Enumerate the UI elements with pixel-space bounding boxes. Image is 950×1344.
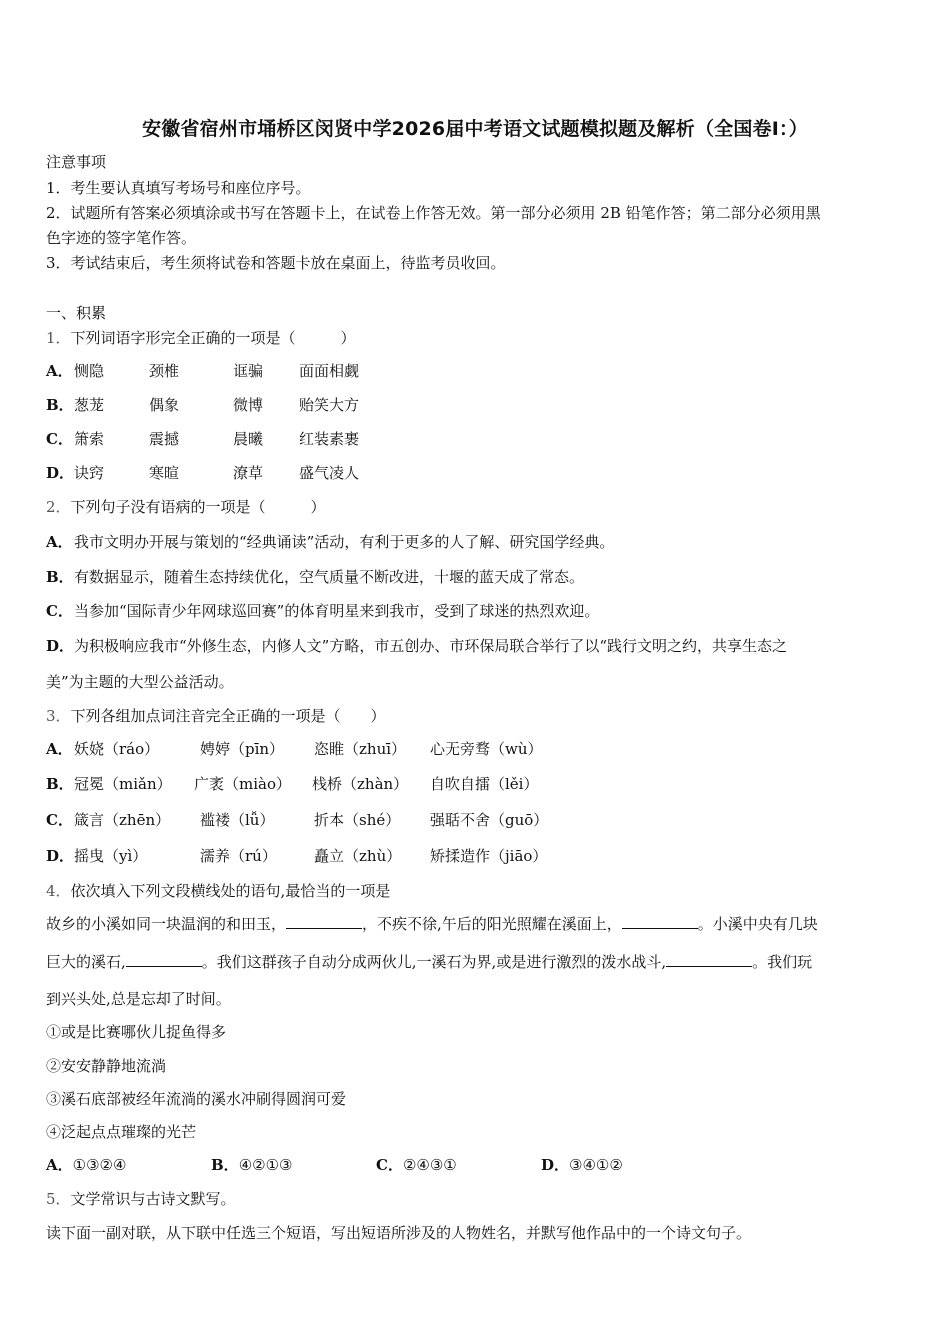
option-label: C． (46, 430, 73, 448)
option-word: 诀窍 (74, 464, 105, 482)
passage-text: 。我们这群孩子自动分成两伙儿,一溪石为界,或是进行激烈的泼水战斗, (201, 953, 667, 971)
sentence-item: ①或是比赛哪伙儿捉鱼得多 (46, 1023, 227, 1041)
option-word: 矫揉造作（jiāo） (430, 847, 548, 865)
option-word: 盛气凌人 (299, 464, 360, 482)
question-1-stem (46, 328, 356, 348)
question-text: 文学常识与古诗文默写。 (70, 1190, 236, 1208)
option-label: C． (46, 602, 73, 620)
option-word: 微博 (233, 396, 264, 414)
notice-item: 2．试题所有答案必须填涂或书写在答题卡上，在试卷上作答无效。第一部分必须用 2B 铅笔作答；第二部分必须用黑 (46, 204, 821, 222)
question-text: 下列各组加点词注音完全正确的一项是（ ） (70, 707, 386, 725)
passage-text: 。我们玩 (752, 953, 813, 971)
question-number: 2． (46, 498, 71, 516)
option-word: 箫索 (74, 430, 105, 448)
answer-option-d[interactable] (541, 1155, 623, 1175)
option-word: 妖娆（ráo） (74, 740, 160, 758)
q2-option-d[interactable] (46, 636, 787, 656)
fill-blank[interactable] (622, 914, 698, 929)
option-text: ②④③① (402, 1156, 457, 1174)
q2-option-b[interactable] (46, 567, 584, 587)
question-5-text: 读下面一副对联，从下联中任选三个短语，写出短语所涉及的人物姓名，并默写他作品中的一个诗文句子。 (46, 1224, 752, 1242)
fill-blank[interactable] (666, 952, 752, 967)
option-label: C． (376, 1156, 403, 1174)
q4-answer-options (46, 1155, 623, 1175)
question-text: 下列词语字形完全正确的一项是（ ） (70, 329, 356, 347)
option-word: 褴褛（lǚ） (200, 811, 275, 829)
option-word: 红装素裹 (299, 430, 360, 448)
option-label: A． (46, 362, 73, 380)
option-text: ③④①② (569, 1156, 623, 1174)
option-word: 葱茏 (74, 396, 105, 414)
option-label: D． (46, 464, 75, 482)
option-label: A． (46, 533, 73, 551)
option-label: A． (46, 740, 73, 758)
option-word: 贻笑大方 (299, 396, 360, 414)
option-word: 娉婷（pīn） (200, 740, 285, 758)
question-text: 下列句子没有语病的一项是（ ） (70, 498, 326, 516)
option-word: 恻隐 (74, 362, 105, 380)
option-word: 摇曳（yì） (74, 847, 148, 865)
q2-option-a[interactable] (46, 532, 614, 552)
passage-line (46, 914, 818, 934)
page-title: 安徽省宿州市埇桥区闵贤中学2026届中考语文试题模拟题及解析（全国卷Ⅰ：） (142, 118, 808, 140)
option-text: 有数据显示，随着生态持续优化，空气质量不断改进，十堰的蓝天成了常态。 (74, 568, 585, 586)
option-word: 晨曦 (233, 430, 264, 448)
option-word: 恣睢（zhuī） (314, 740, 407, 758)
option-label: D． (46, 847, 75, 865)
fill-blank[interactable] (286, 914, 362, 929)
option-word: 诓骗 (233, 362, 264, 380)
q3-option-d[interactable] (46, 846, 547, 866)
option-label: B． (211, 1156, 239, 1174)
option-label: B． (46, 568, 74, 586)
question-text: 依次填入下列文段横线处的语句,最恰当的一项是 (70, 882, 391, 900)
option-word: 心无旁骛（wù） (430, 740, 543, 758)
option-word: 广袤（miào） (194, 775, 291, 793)
question-5-stem (46, 1189, 236, 1209)
q1-option-c[interactable] (46, 429, 359, 449)
question-number: 5． (46, 1190, 71, 1208)
sentence-item: ②安安静静地流淌 (46, 1057, 167, 1075)
q3-option-a[interactable] (46, 739, 543, 759)
question-2-stem (46, 497, 326, 517)
passage-line: 到兴头处,总是忘却了时间。 (46, 990, 231, 1008)
answer-option-a[interactable] (46, 1155, 211, 1175)
sentence-item: ③溪石底部被经年流淌的溪水冲刷得圆润可爱 (46, 1090, 347, 1108)
option-word: 冠冕（miǎn） (74, 775, 172, 793)
option-text: 为积极响应我市“外修生态，内修人文”方略，市五创办、市环保局联合举行了以“践行文明之约，共享生态之 (74, 637, 788, 655)
option-word: 箴言（zhēn） (74, 811, 171, 829)
option-word: 自吹自擂（lěi） (430, 775, 539, 793)
option-word: 濡养（rú） (200, 847, 277, 865)
passage-line (46, 952, 812, 972)
question-4-stem (46, 881, 390, 901)
option-word: 栈桥（zhàn） (312, 775, 409, 793)
notice-heading: 注意事项 (46, 153, 107, 171)
passage-text: 巨大的溪石, (46, 953, 126, 971)
option-word: 偶象 (149, 396, 180, 414)
option-text: ①③②④ (72, 1156, 127, 1174)
option-word: 面面相觑 (299, 362, 360, 380)
answer-option-c[interactable] (376, 1155, 541, 1175)
option-text: 我市文明办开展与策划的“经典诵读”活动，有利于更多的人了解、研究国学经典。 (74, 533, 615, 551)
q1-option-b[interactable] (46, 395, 359, 415)
question-number: 1． (46, 329, 71, 347)
option-label: B． (46, 396, 74, 414)
q2-option-d-continued: 美”为主题的大型公益活动。 (46, 673, 234, 691)
option-label: D． (541, 1156, 570, 1174)
passage-text: ，不疾不徐,午后的阳光照耀在溪面上， (362, 915, 622, 933)
option-text: ④②①③ (238, 1156, 293, 1174)
option-word: 震撼 (149, 430, 180, 448)
option-word: 寒暄 (149, 464, 180, 482)
q2-option-c[interactable] (46, 601, 599, 621)
notice-item: 色字迹的签字笔作答。 (46, 229, 197, 247)
sentence-item: ④泛起点点璀璨的光芒 (46, 1123, 197, 1141)
q1-option-d[interactable] (46, 463, 359, 483)
passage-text: 。小溪中央有几块 (697, 915, 818, 933)
option-text: 当参加“国际青少年网球巡回赛”的体育明星来到我市，受到了球迷的热烈欢迎。 (74, 602, 600, 620)
fill-blank[interactable] (126, 952, 202, 967)
option-label: A． (46, 1156, 73, 1174)
option-label: D． (46, 637, 75, 655)
question-number: 3． (46, 707, 71, 725)
q3-option-b[interactable] (46, 774, 538, 794)
question-3-stem (46, 706, 386, 726)
option-word: 折本（shé） (314, 811, 401, 829)
option-word: 颈椎 (149, 362, 180, 380)
option-label: C． (46, 811, 73, 829)
notice-item: 1．考生要认真填写考场号和座位序号。 (46, 179, 311, 197)
option-word: 强聒不舍（guō） (430, 811, 549, 829)
option-label: B． (46, 775, 74, 793)
answer-option-b[interactable] (211, 1155, 376, 1175)
option-word: 潦草 (233, 464, 264, 482)
section-heading: 一、积累 (46, 304, 107, 322)
notice-item: 3．考试结束后，考生须将试卷和答题卡放在桌面上，待监考员收回。 (46, 254, 506, 272)
option-word: 矗立（zhù） (314, 847, 402, 865)
passage-text: 故乡的小溪如同一块温润的和田玉， (46, 915, 287, 933)
q1-option-a[interactable] (46, 361, 359, 381)
q3-option-c[interactable] (46, 810, 548, 830)
question-number: 4． (46, 882, 71, 900)
